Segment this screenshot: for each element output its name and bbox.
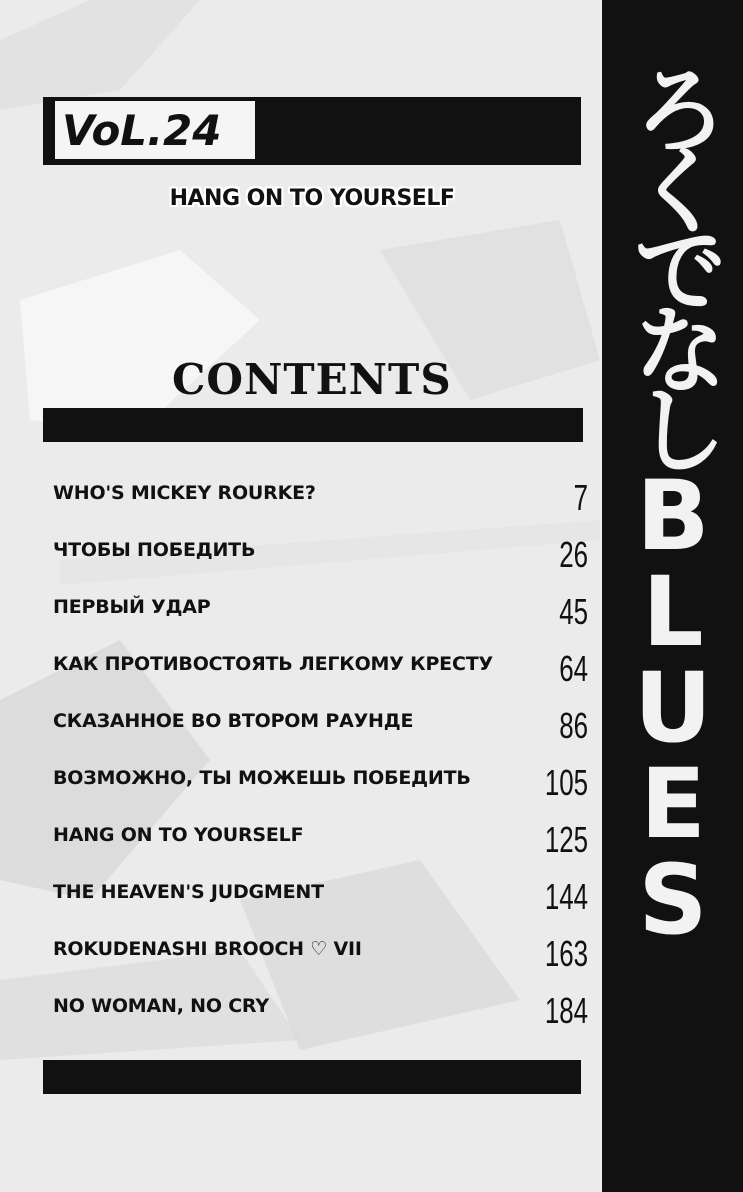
toc-entry-title: ЧТОБЫ ПОБЕДИТЬ bbox=[53, 539, 256, 561]
spine-title-text: ろくでなしBLUES bbox=[617, 60, 729, 940]
toc-entry-page: 144 bbox=[544, 876, 588, 917]
volume-number: VoL.24 bbox=[62, 106, 222, 155]
toc-entry-title: WHO'S MICKEY ROURKE? bbox=[53, 482, 316, 504]
toc-entry-title: ROKUDENASHI BROOCH ♡ VII bbox=[53, 938, 362, 960]
toc-entry bbox=[53, 869, 588, 925]
contents-top-rule bbox=[43, 408, 583, 442]
toc-entry-page: 26 bbox=[559, 534, 588, 575]
toc-entry bbox=[53, 698, 588, 754]
toc-entry bbox=[53, 584, 588, 640]
toc-entry-page: 45 bbox=[559, 591, 588, 632]
contents-heading: CONTENTS bbox=[172, 355, 452, 404]
toc-entry-title: THE HEAVEN'S JUDGMENT bbox=[53, 881, 324, 903]
contents-bottom-rule bbox=[43, 1060, 581, 1094]
toc-entry-title: ВОЗМОЖНО, ТЫ МОЖЕШЬ ПОБЕДИТЬ bbox=[53, 767, 471, 789]
toc-entry-title: HANG ON TO YOURSELF bbox=[53, 824, 304, 846]
toc-entry-page: 64 bbox=[559, 648, 588, 689]
toc-entry bbox=[53, 926, 588, 982]
spine-title bbox=[603, 60, 743, 1120]
toc-entry-title: КАК ПРОТИВОСТОЯТЬ ЛЕГКОМУ КРЕСТУ bbox=[53, 653, 493, 675]
toc-entry-page: 163 bbox=[544, 933, 588, 974]
toc-entry-title: СКАЗАННОЕ ВО ВТОРОМ РАУНДЕ bbox=[53, 710, 414, 732]
toc-entry bbox=[53, 470, 588, 526]
toc-entry bbox=[53, 641, 588, 697]
volume-subtitle: HANG ON TO YOURSELF bbox=[169, 186, 455, 211]
toc-entry-page: 105 bbox=[544, 762, 588, 803]
toc-entry-page: 184 bbox=[544, 990, 588, 1031]
toc-entry-page: 125 bbox=[544, 819, 588, 860]
toc-entry bbox=[53, 983, 588, 1039]
toc-entry-title: NO WOMAN, NO CRY bbox=[53, 995, 269, 1017]
toc-entry bbox=[53, 812, 588, 868]
toc-entry bbox=[53, 527, 588, 583]
toc-entry-page: 86 bbox=[559, 705, 588, 746]
toc-entry-page: 7 bbox=[573, 477, 588, 518]
toc-entry bbox=[53, 755, 588, 811]
toc-entry-title: ПЕРВЫЙ УДАР bbox=[53, 596, 211, 618]
